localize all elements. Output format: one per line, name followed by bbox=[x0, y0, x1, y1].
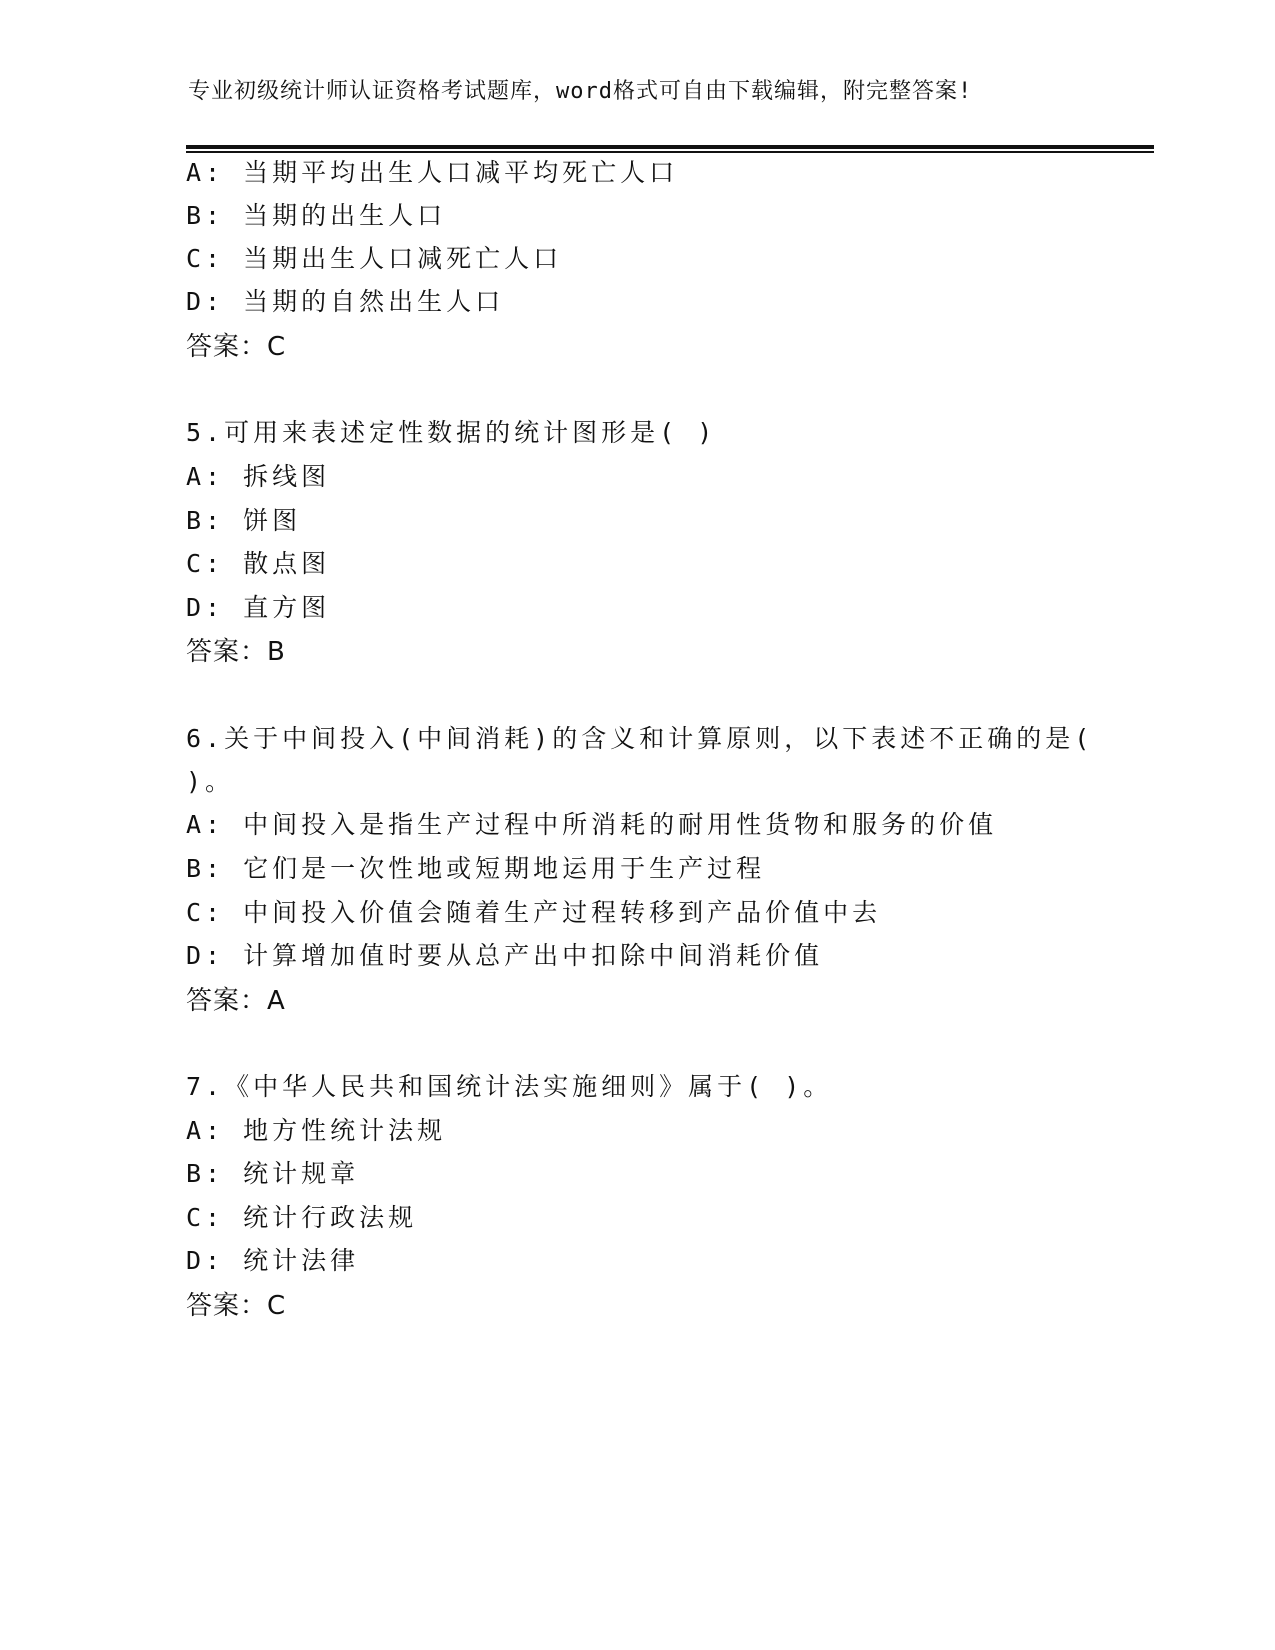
option-d: D: 统计法律 bbox=[186, 1246, 360, 1275]
option-a: A: 地方性统计法规 bbox=[186, 1116, 447, 1145]
question-text: 7.《中华人民共和国统计法实施细则》属于( )。 bbox=[186, 1072, 833, 1101]
option-a: A: 拆线图 bbox=[186, 462, 331, 491]
option-c: C: 散点图 bbox=[186, 549, 331, 578]
header-divider-thin bbox=[186, 151, 1154, 153]
option-d: D: 当期的自然出生人口 bbox=[186, 287, 505, 316]
answer: 答案：C bbox=[186, 1291, 287, 1321]
option-b: B: 统计规章 bbox=[186, 1159, 360, 1188]
document-header: 专业初级统计师认证资格考试题库，word格式可自由下载编辑，附完整答案! bbox=[188, 79, 973, 104]
question-text-continued: )。 bbox=[186, 767, 235, 796]
option-b: B: 它们是一次性地或短期地运用于生产过程 bbox=[186, 854, 766, 883]
answer: 答案：A bbox=[186, 986, 286, 1016]
option-d: D: 计算增加值时要从总产出中扣除中间消耗价值 bbox=[186, 941, 824, 970]
answer: 答案：B bbox=[186, 637, 286, 667]
question-text: 6.关于中间投入(中间消耗)的含义和计算原则，以下表述不正确的是( bbox=[186, 724, 1094, 753]
option-c: C: 中间投入价值会随着生产过程转移到产品价值中去 bbox=[186, 898, 882, 927]
answer: 答案：C bbox=[186, 332, 287, 362]
question-text: 5.可用来表述定性数据的统计图形是( ) bbox=[186, 418, 717, 447]
option-b: B: 当期的出生人口 bbox=[186, 201, 447, 230]
option-a: A: 中间投入是指生产过程中所消耗的耐用性货物和服务的价值 bbox=[186, 810, 998, 839]
option-b: B: 饼图 bbox=[186, 506, 302, 535]
header-divider-thick bbox=[186, 145, 1154, 149]
option-c: C: 统计行政法规 bbox=[186, 1203, 418, 1232]
option-d: D: 直方图 bbox=[186, 593, 331, 622]
option-a: A: 当期平均出生人口减平均死亡人口 bbox=[186, 158, 679, 187]
option-c: C: 当期出生人口减死亡人口 bbox=[186, 244, 563, 273]
